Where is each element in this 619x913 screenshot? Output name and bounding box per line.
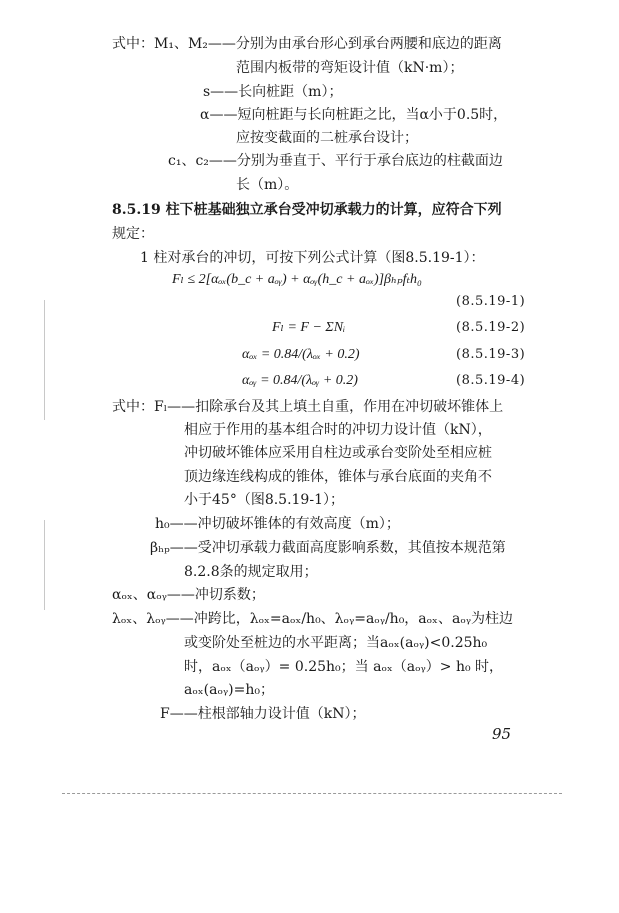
text-line: 小于45°（图8.5.19-1）； bbox=[184, 492, 344, 508]
text-line: 应按变截面的二桩承台设计； bbox=[236, 130, 418, 146]
scan-edge-line bbox=[62, 793, 562, 794]
equation-number-3: (8.5.19-3) bbox=[456, 347, 526, 362]
text-line: 冲切破坏锥体应采用自柱边或承台变阶处至相应桩 bbox=[184, 445, 492, 461]
formula-3: αₒₓ = 0.84/(λₒₓ + 0.2) bbox=[242, 347, 360, 362]
text-line: λₒₓ、λₒᵧ——冲跨比，λₒₓ=aₒₓ/h₀、λₒᵧ=aₒᵧ/h₀，aₒₓ、aₒᵧ为柱边 bbox=[112, 611, 513, 627]
text-line: c₁、c₂——分别为垂直于、平行于承台底边的柱截面边 bbox=[168, 153, 503, 169]
text-line: 范围内板带的弯矩设计值（kN·m）； bbox=[236, 60, 464, 76]
page-number: 95 bbox=[492, 725, 512, 743]
text-line: 长（m）。 bbox=[236, 177, 299, 193]
text-line: 或变阶处至桩边的水平距离；当aₒₓ(aₒᵧ)<0.25h₀ bbox=[184, 635, 488, 651]
text-line: 8.2.8条的规定取用； bbox=[184, 564, 318, 580]
clause-heading: 8.5.19 柱下桩基础独立承台受冲切承载力的计算，应符合下列 bbox=[112, 202, 502, 218]
text-line: h₀——冲切破坏锥体的有效高度（m）； bbox=[155, 516, 400, 532]
scan-margin-mark bbox=[44, 300, 45, 420]
formula-4: αₒᵧ = 0.84/(λₒᵧ + 0.2) bbox=[242, 373, 358, 388]
equation-number-1: (8.5.19-1) bbox=[456, 294, 526, 309]
text-line: 顶边缘连线构成的锥体，锥体与承台底面的夹角不 bbox=[184, 469, 492, 485]
text-line: 时，aₒₓ（aₒᵧ）= 0.25h₀；当 aₒₓ（aₒᵧ）> h₀ 时， bbox=[184, 659, 504, 675]
equation-number-2: (8.5.19-2) bbox=[456, 320, 526, 335]
text-line: s——长向桩距（m）； bbox=[203, 84, 343, 100]
formula-2: Fₗ = F − ΣNᵢ bbox=[272, 320, 346, 335]
formula-1: Fₗ ≤ 2[αₒₓ(b_c + aₒᵧ) + αₒᵧ(h_c + aₒₓ)]βₕₚfₜh₀ bbox=[172, 272, 422, 287]
text-line: 式中：Fₗ——扣除承台及其上填土自重，作用在冲切破坏锥体上 bbox=[112, 399, 504, 415]
text-line: F——柱根部轴力设计值（kN）； bbox=[160, 706, 366, 722]
text-line: aₒₓ(aₒᵧ)=h₀； bbox=[184, 682, 274, 698]
text-line: βₕₚ——受冲切承载力截面高度影响系数，其值按本规范第 bbox=[150, 540, 506, 556]
text-line: 相应于作用的基本组合时的冲切力设计值（kN）， bbox=[184, 422, 492, 438]
text-line: α——短向桩距与长向桩距之比，当α小于0.5时， bbox=[200, 107, 508, 123]
equation-number-4: (8.5.19-4) bbox=[456, 373, 526, 388]
text-line: 式中：M₁、M₂——分别为由承台形心到承台两腰和底边的距离 bbox=[112, 36, 502, 52]
text-line: 规定： bbox=[112, 226, 154, 242]
scan-margin-mark bbox=[44, 520, 45, 610]
text-line: 1 柱对承台的冲切，可按下列公式计算（图8.5.19-1）： bbox=[140, 250, 485, 266]
text-line: αₒₓ、αₒᵧ——冲切系数； bbox=[112, 587, 265, 603]
